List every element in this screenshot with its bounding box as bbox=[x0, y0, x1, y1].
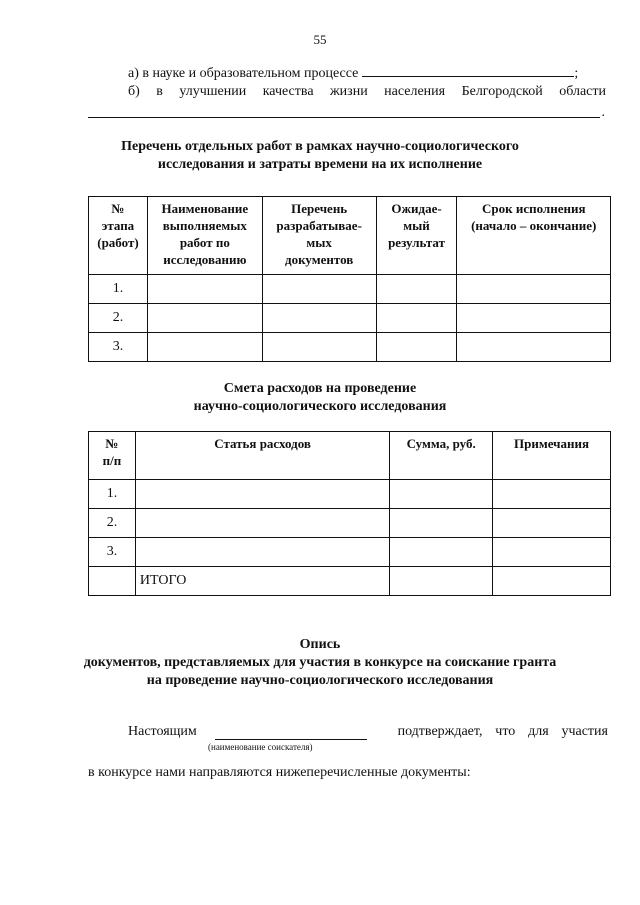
budget-row-number: 2. bbox=[89, 509, 136, 538]
works-header-stage-l1: № bbox=[111, 201, 125, 216]
works-header-name bbox=[147, 197, 262, 275]
budget-header-item-l1: Статья расходов bbox=[214, 436, 311, 451]
works-header-docs bbox=[262, 197, 376, 275]
applicant-caption: (наименование соискателя) bbox=[208, 742, 313, 752]
works-header-name-l2: выполняемых bbox=[162, 218, 247, 233]
works-cell-docs[interactable] bbox=[262, 333, 376, 362]
inventory-confirm-word: что bbox=[495, 724, 516, 739]
works-header-stage bbox=[89, 197, 148, 275]
works-cell-result[interactable] bbox=[376, 333, 457, 362]
applicant-name-field[interactable] bbox=[215, 727, 367, 740]
intro-item-a-text: а) в науке и образовательном процессе bbox=[128, 66, 359, 81]
inventory-confirm-word: подтверждает, bbox=[397, 724, 483, 739]
works-header-docs-l2: разрабатывае- bbox=[276, 218, 362, 233]
works-header-deadline-l2: (начало – окончание) bbox=[471, 218, 597, 233]
works-row-number: 1. bbox=[89, 275, 148, 304]
intro-item-a bbox=[128, 64, 608, 82]
works-header-docs-l3: мых bbox=[306, 235, 332, 250]
intro-item-a-blank[interactable] bbox=[362, 64, 574, 77]
budget-header-notes bbox=[493, 432, 611, 480]
budget-total-label: ИТОГО bbox=[135, 567, 389, 596]
works-header-docs-l4: документов bbox=[285, 252, 354, 267]
inventory-title bbox=[0, 636, 640, 690]
budget-header-number-l1: № bbox=[105, 436, 119, 451]
works-header-name-l1: Наименование bbox=[161, 201, 249, 216]
budget-row-number: 3. bbox=[89, 538, 136, 567]
table-row bbox=[89, 480, 611, 509]
inventory-title-line3: на проведение научно-социологического исследования bbox=[146, 673, 494, 688]
works-header-name-l4: исследованию bbox=[163, 252, 247, 267]
works-header-name-l3: работ по bbox=[179, 235, 230, 250]
works-header-result bbox=[376, 197, 457, 275]
works-cell-deadline[interactable] bbox=[457, 304, 611, 333]
table-row bbox=[89, 509, 611, 538]
works-title-line1: Перечень отдельных работ в рамках научно-социологического bbox=[121, 139, 519, 154]
budget-table bbox=[88, 431, 611, 596]
budget-total-notes[interactable] bbox=[493, 567, 611, 596]
works-title bbox=[0, 138, 640, 174]
budget-header-item bbox=[135, 432, 389, 480]
works-title-line2: исследования и затраты времени на их исполнение bbox=[157, 157, 483, 172]
table-row bbox=[89, 275, 611, 304]
works-table-header-row bbox=[89, 197, 611, 275]
works-header-deadline bbox=[457, 197, 611, 275]
page-number: 55 bbox=[313, 32, 327, 47]
inventory-title-line1: Опись bbox=[299, 637, 341, 652]
works-header-deadline-l1: Срок исполнения bbox=[481, 201, 586, 216]
inventory-confirm-line bbox=[128, 724, 608, 740]
budget-header-sum bbox=[390, 432, 493, 480]
works-cell-name[interactable] bbox=[147, 275, 262, 304]
budget-cell-notes[interactable] bbox=[493, 538, 611, 567]
budget-total-row bbox=[89, 567, 611, 596]
budget-table-header-row bbox=[89, 432, 611, 480]
inventory-confirm-word: Настоящим bbox=[128, 724, 197, 739]
budget-header-sum-l1: Сумма, руб. bbox=[406, 436, 476, 451]
budget-cell-sum[interactable] bbox=[390, 538, 493, 567]
works-cell-name[interactable] bbox=[147, 304, 262, 333]
intro-item-a-end: ; bbox=[574, 66, 579, 81]
table-row bbox=[89, 304, 611, 333]
budget-cell-item[interactable] bbox=[135, 538, 389, 567]
works-cell-result[interactable] bbox=[376, 304, 457, 333]
works-header-result-l2: мый bbox=[403, 218, 430, 233]
inventory-confirm-word: для bbox=[528, 724, 549, 739]
budget-row-number: 1. bbox=[89, 480, 136, 509]
inventory-docs-line: в конкурсе нами направляются нижеперечисленные документы: bbox=[88, 765, 471, 780]
budget-cell-notes[interactable] bbox=[493, 480, 611, 509]
inventory-title-line2: документов, представляемых для участия в конкурсе на соискание гранта bbox=[83, 655, 557, 670]
works-cell-name[interactable] bbox=[147, 333, 262, 362]
intro-item-b-end: . bbox=[601, 105, 605, 120]
works-row-number: 2. bbox=[89, 304, 148, 333]
works-cell-docs[interactable] bbox=[262, 304, 376, 333]
works-header-stage-l2: этапа bbox=[101, 218, 135, 233]
works-header-result-l3: результат bbox=[388, 235, 445, 250]
budget-title bbox=[0, 380, 640, 416]
budget-title-line2: научно-социологического исследования bbox=[193, 399, 447, 414]
intro-item-b: б) в улучшении качества жизни населения Белгородской области bbox=[128, 84, 606, 99]
intro-item-b-blank[interactable] bbox=[88, 103, 605, 120]
works-cell-result[interactable] bbox=[376, 275, 457, 304]
works-table bbox=[88, 196, 611, 362]
works-header-stage-l3: (работ) bbox=[97, 235, 139, 250]
table-row bbox=[89, 538, 611, 567]
works-cell-deadline[interactable] bbox=[457, 275, 611, 304]
budget-cell-notes[interactable] bbox=[493, 509, 611, 538]
budget-total-number bbox=[89, 567, 136, 596]
works-header-docs-l1: Перечень bbox=[291, 201, 348, 216]
budget-cell-item[interactable] bbox=[135, 509, 389, 538]
inventory-confirm-lead bbox=[128, 724, 385, 740]
budget-header-number-l2: п/п bbox=[102, 453, 122, 468]
budget-header-number bbox=[89, 432, 136, 480]
budget-cell-item[interactable] bbox=[135, 480, 389, 509]
works-header-result-l1: Ожидае- bbox=[391, 201, 442, 216]
budget-cell-sum[interactable] bbox=[390, 509, 493, 538]
budget-title-line1: Смета расходов на проведение bbox=[223, 381, 417, 396]
inventory-confirm-word: участия bbox=[561, 724, 608, 739]
budget-header-notes-l1: Примечания bbox=[514, 436, 590, 451]
budget-total-sum[interactable] bbox=[390, 567, 493, 596]
budget-cell-sum[interactable] bbox=[390, 480, 493, 509]
works-cell-deadline[interactable] bbox=[457, 333, 611, 362]
table-row bbox=[89, 333, 611, 362]
works-row-number: 3. bbox=[89, 333, 148, 362]
works-cell-docs[interactable] bbox=[262, 275, 376, 304]
